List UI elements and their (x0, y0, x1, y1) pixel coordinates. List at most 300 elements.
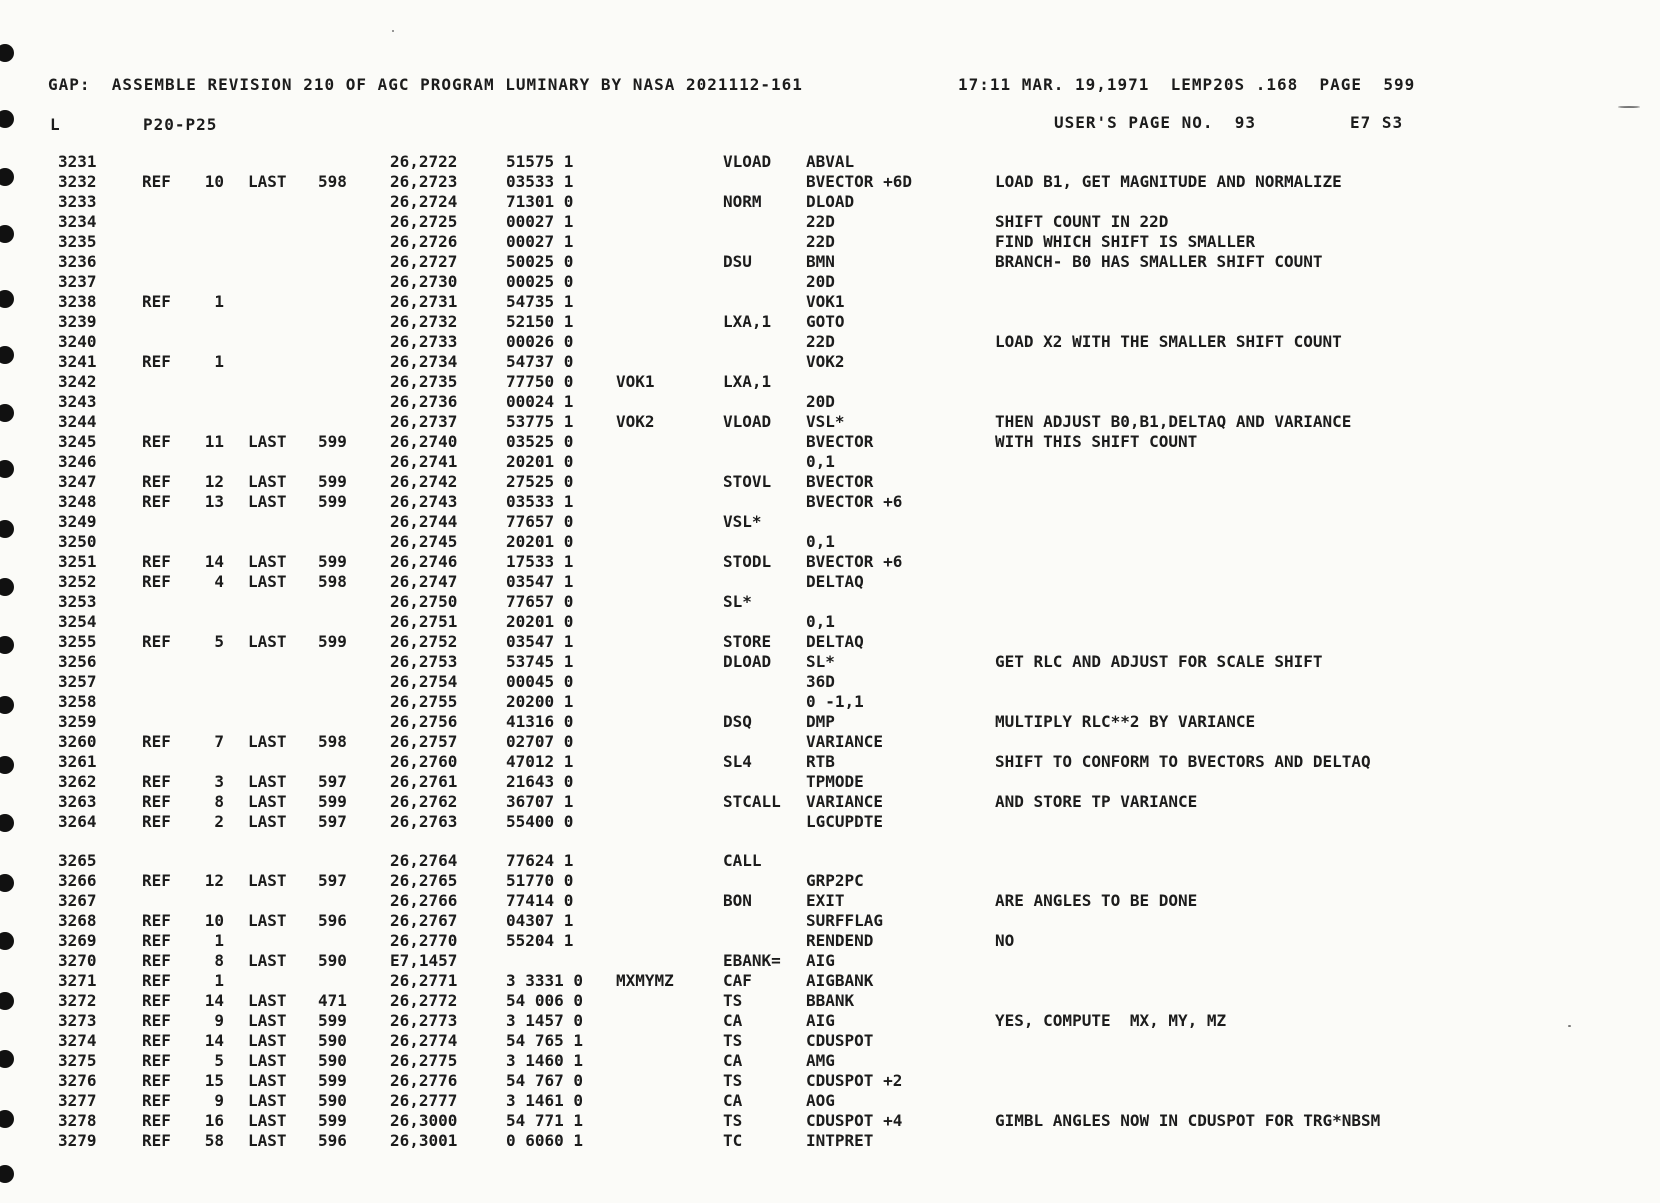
column-mark: L (50, 115, 61, 134)
listing-row (0, 512, 1660, 532)
octal-code: 21643 0 (506, 772, 574, 791)
line-number: 3235 (58, 232, 97, 251)
listing-row (0, 672, 1660, 692)
address: 26,2724 (390, 192, 458, 211)
listing-row (0, 891, 1660, 911)
opcode: LXA,1 (723, 312, 772, 331)
octal-code: 41316 0 (506, 712, 574, 731)
operand: CDUSPOT +4 (806, 1111, 903, 1130)
octal-code: 52150 1 (506, 312, 574, 331)
ref-keyword: REF (142, 352, 171, 371)
address: 26,2726 (390, 232, 458, 251)
last-keyword: LAST (248, 172, 287, 191)
ref-keyword: REF (142, 991, 171, 1010)
address: 26,2761 (390, 772, 458, 791)
operand: AMG (806, 1051, 835, 1070)
line-number: 3260 (58, 732, 97, 751)
octal-code: 71301 0 (506, 192, 574, 211)
ref-count: 58 (204, 1131, 224, 1150)
last-page: 599 (318, 552, 347, 571)
operand: VOK2 (806, 352, 845, 371)
line-number: 3231 (58, 152, 97, 171)
last-keyword: LAST (248, 432, 287, 451)
ref-count: 9 (214, 1011, 224, 1030)
last-keyword: LAST (248, 792, 287, 811)
punch-hole (0, 110, 14, 128)
octal-code: 53775 1 (506, 412, 574, 431)
line-number: 3265 (58, 851, 97, 870)
operand: DMP (806, 712, 835, 731)
comment: NO (995, 931, 1015, 950)
ref-keyword: REF (142, 492, 171, 511)
octal-code: 77750 0 (506, 372, 574, 391)
opcode: CALL (723, 851, 762, 870)
opcode: VSL* (723, 512, 762, 531)
octal-code: 50025 0 (506, 252, 574, 271)
ref-count: 1 (214, 971, 224, 990)
address: 26,2732 (390, 312, 458, 331)
opcode: TS (723, 1031, 743, 1050)
listing-row (0, 172, 1660, 192)
listing-row (0, 332, 1660, 352)
octal-code: 20201 0 (506, 452, 574, 471)
opcode: TS (723, 1111, 743, 1130)
address: 26,2730 (390, 272, 458, 291)
line-number: 3274 (58, 1031, 97, 1050)
opcode: CA (723, 1011, 743, 1030)
listing-row (0, 911, 1660, 931)
operand: 36D (806, 672, 835, 691)
line-number: 3247 (58, 472, 97, 491)
ref-count: 15 (204, 1071, 224, 1090)
ref-keyword: REF (142, 1111, 171, 1130)
last-page: 590 (318, 1031, 347, 1050)
comment: LOAD B1, GET MAGNITUDE AND NORMALIZE (995, 172, 1342, 191)
ref-count: 14 (204, 1031, 224, 1050)
listing-row (0, 392, 1660, 412)
ref-keyword: REF (142, 732, 171, 751)
line-number: 3273 (58, 1011, 97, 1030)
line-number: 3251 (58, 552, 97, 571)
address: 26,2750 (390, 592, 458, 611)
octal-code: 3 3331 0 (506, 971, 584, 990)
operand: INTPRET (806, 1131, 874, 1150)
address: 26,2775 (390, 1051, 458, 1070)
listing-row (0, 652, 1660, 672)
opcode: TS (723, 991, 743, 1010)
listing-row (0, 272, 1660, 292)
operand: BVECTOR +6 (806, 552, 903, 571)
octal-code: 03547 1 (506, 572, 574, 591)
ref-count: 4 (214, 572, 224, 591)
ref-keyword: REF (142, 1071, 171, 1090)
opcode: CA (723, 1091, 743, 1110)
ref-count: 1 (214, 352, 224, 371)
octal-code: 54737 0 (506, 352, 574, 371)
opcode: BON (723, 891, 752, 910)
ref-count: 2 (214, 812, 224, 831)
address: 26,2770 (390, 931, 458, 950)
ref-keyword: REF (142, 1031, 171, 1050)
address: 26,2752 (390, 632, 458, 651)
line-number: 3261 (58, 752, 97, 771)
address: 26,2772 (390, 991, 458, 1010)
octal-code: 20201 0 (506, 532, 574, 551)
ref-keyword: REF (142, 292, 171, 311)
line-number: 3259 (58, 712, 97, 731)
address: 26,2735 (390, 372, 458, 391)
octal-code: 20201 0 (506, 612, 574, 631)
operand: BBANK (806, 991, 855, 1010)
punch-hole (0, 44, 14, 62)
octal-code: 51770 0 (506, 871, 574, 890)
line-number: 3264 (58, 812, 97, 831)
listing-row (0, 492, 1660, 512)
label: MXMYMZ (616, 971, 674, 990)
section-name: P20-P25 (143, 115, 218, 134)
ref-count: 10 (204, 911, 224, 930)
ref-keyword: REF (142, 1051, 171, 1070)
line-number: 3277 (58, 1091, 97, 1110)
ref-keyword: REF (142, 172, 171, 191)
ref-keyword: REF (142, 432, 171, 451)
last-keyword: LAST (248, 812, 287, 831)
comment: LOAD X2 WITH THE SMALLER SHIFT COUNT (995, 332, 1342, 351)
opcode: CAF (723, 971, 752, 990)
opcode: DSQ (723, 712, 752, 731)
listing-row (0, 212, 1660, 232)
listing-row (0, 991, 1660, 1011)
listing-row (0, 552, 1660, 572)
address: 26,2760 (390, 752, 458, 771)
listing-row (0, 712, 1660, 732)
operand: RTB (806, 752, 835, 771)
ref-count: 14 (204, 991, 224, 1010)
line-number: 3258 (58, 692, 97, 711)
label: VOK2 (616, 412, 655, 431)
listing-row (0, 931, 1660, 951)
line-number: 3269 (58, 931, 97, 950)
last-keyword: LAST (248, 632, 287, 651)
opcode: TC (723, 1131, 743, 1150)
octal-code: 54 771 1 (506, 1111, 584, 1130)
octal-code: 02707 0 (506, 732, 574, 751)
last-page: 598 (318, 172, 347, 191)
last-page: 590 (318, 951, 347, 970)
octal-code: 77414 0 (506, 891, 574, 910)
octal-code: 3 1457 0 (506, 1011, 584, 1030)
operand: VARIANCE (806, 732, 884, 751)
address: 26,2745 (390, 532, 458, 551)
ref-count: 7 (214, 732, 224, 751)
ref-keyword: REF (142, 971, 171, 990)
line-number: 3252 (58, 572, 97, 591)
octal-code: 54 767 0 (506, 1071, 584, 1090)
line-number: 3256 (58, 652, 97, 671)
line-number: 3279 (58, 1131, 97, 1150)
ref-count: 12 (204, 472, 224, 491)
comment: SHIFT COUNT IN 22D (995, 212, 1169, 231)
ref-keyword: REF (142, 552, 171, 571)
opcode: SL* (723, 592, 752, 611)
last-keyword: LAST (248, 1071, 287, 1090)
last-keyword: LAST (248, 552, 287, 571)
last-page: 596 (318, 1131, 347, 1150)
line-number: 3255 (58, 632, 97, 651)
last-page: 599 (318, 1111, 347, 1130)
last-page: 599 (318, 432, 347, 451)
listing-row (0, 951, 1660, 971)
ref-count: 5 (214, 632, 224, 651)
address: 26,2741 (390, 452, 458, 471)
line-number: 3257 (58, 672, 97, 691)
octal-code: 0 6060 1 (506, 1131, 584, 1150)
listing-timestamp: 17:11 MAR. 19,1971 LEMP20S .168 PAGE 599 (958, 75, 1416, 94)
address: 26,2755 (390, 692, 458, 711)
listing-row (0, 352, 1660, 372)
listing-row (0, 252, 1660, 272)
comment: YES, COMPUTE MX, MY, MZ (995, 1011, 1227, 1030)
line-number: 3241 (58, 352, 97, 371)
address: 26,2723 (390, 172, 458, 191)
line-number: 3243 (58, 392, 97, 411)
last-keyword: LAST (248, 871, 287, 890)
octal-code: 77657 0 (506, 512, 574, 531)
address: 26,2767 (390, 911, 458, 930)
address: 26,2773 (390, 1011, 458, 1030)
listing-row (0, 1131, 1660, 1151)
line-number: 3240 (58, 332, 97, 351)
last-keyword: LAST (248, 991, 287, 1010)
operand: SURFFLAG (806, 911, 884, 930)
octal-code: 04307 1 (506, 911, 574, 930)
operand: AIG (806, 951, 835, 970)
octal-code: 51575 1 (506, 152, 574, 171)
address: 26,2731 (390, 292, 458, 311)
line-number: 3236 (58, 252, 97, 271)
address: 26,2774 (390, 1031, 458, 1050)
line-number: 3253 (58, 592, 97, 611)
line-number: 3271 (58, 971, 97, 990)
last-keyword: LAST (248, 492, 287, 511)
octal-code: 03525 0 (506, 432, 574, 451)
line-number: 3268 (58, 911, 97, 930)
address: 26,2740 (390, 432, 458, 451)
line-number: 3249 (58, 512, 97, 531)
listing-row (0, 152, 1660, 172)
opcode: VLOAD (723, 412, 772, 431)
line-number: 3239 (58, 312, 97, 331)
octal-code: 00025 0 (506, 272, 574, 291)
listing-row (0, 732, 1660, 752)
address: 26,2736 (390, 392, 458, 411)
comment: MULTIPLY RLC**2 BY VARIANCE (995, 712, 1256, 731)
octal-code: 36707 1 (506, 792, 574, 811)
ref-keyword: REF (142, 911, 171, 930)
ref-keyword: REF (142, 792, 171, 811)
comment: THEN ADJUST B0,B1,DELTAQ AND VARIANCE (995, 412, 1352, 431)
ref-keyword: REF (142, 1011, 171, 1030)
opcode: TS (723, 1071, 743, 1090)
octal-code: 3 1460 1 (506, 1051, 584, 1070)
listing-row (0, 192, 1660, 212)
last-keyword: LAST (248, 1111, 287, 1130)
ref-keyword: REF (142, 572, 171, 591)
last-page: 597 (318, 812, 347, 831)
last-keyword: LAST (248, 472, 287, 491)
line-number: 3272 (58, 991, 97, 1010)
label: VOK1 (616, 372, 655, 391)
last-page: 471 (318, 991, 347, 1010)
octal-code: 54 006 0 (506, 991, 584, 1010)
address: 26,2746 (390, 552, 458, 571)
line-number: 3238 (58, 292, 97, 311)
operand: VARIANCE (806, 792, 884, 811)
last-page: 597 (318, 871, 347, 890)
line-number: 3266 (58, 871, 97, 890)
octal-code: 00027 1 (506, 232, 574, 251)
last-page: 599 (318, 632, 347, 651)
octal-code: 03533 1 (506, 172, 574, 191)
line-number: 3234 (58, 212, 97, 231)
ref-keyword: REF (142, 871, 171, 890)
last-keyword: LAST (248, 1031, 287, 1050)
operand: BVECTOR +6 (806, 492, 903, 511)
last-page: 598 (318, 732, 347, 751)
octal-code: 3 1461 0 (506, 1091, 584, 1110)
opcode: STOVL (723, 472, 772, 491)
address: 26,3000 (390, 1111, 458, 1130)
bank-designator: E7 S3 (1350, 113, 1404, 132)
operand: 0 -1,1 (806, 692, 864, 711)
opcode: NORM (723, 192, 762, 211)
address: 26,2766 (390, 891, 458, 910)
operand: CDUSPOT +2 (806, 1071, 903, 1090)
octal-code: 77624 1 (506, 851, 574, 870)
line-number: 3246 (58, 452, 97, 471)
line-number: 3254 (58, 612, 97, 631)
octal-code: 00027 1 (506, 212, 574, 231)
operand: AOG (806, 1091, 835, 1110)
listing-row (0, 292, 1660, 312)
opcode: DLOAD (723, 652, 772, 671)
operand: DLOAD (806, 192, 855, 211)
octal-code: 55204 1 (506, 931, 574, 950)
line-number: 3242 (58, 372, 97, 391)
listing-row (0, 572, 1660, 592)
ref-count: 14 (204, 552, 224, 571)
address: 26,2756 (390, 712, 458, 731)
address: 26,2737 (390, 412, 458, 431)
octal-code: 00024 1 (506, 392, 574, 411)
operand: 20D (806, 272, 835, 291)
address: 26,2744 (390, 512, 458, 531)
line-number: 3232 (58, 172, 97, 191)
operand: BVECTOR (806, 472, 874, 491)
ref-count: 5 (214, 1051, 224, 1070)
listing-row (0, 592, 1660, 612)
operand: 22D (806, 212, 835, 231)
address: 26,2754 (390, 672, 458, 691)
comment: WITH THIS SHIFT COUNT (995, 432, 1198, 451)
line-number: 3248 (58, 492, 97, 511)
operand: VOK1 (806, 292, 845, 311)
octal-code: 17533 1 (506, 552, 574, 571)
line-number: 3278 (58, 1111, 97, 1130)
address: 26,2734 (390, 352, 458, 371)
address: 26,2763 (390, 812, 458, 831)
listing-row (0, 472, 1660, 492)
ref-count: 12 (204, 871, 224, 890)
ref-count: 8 (214, 951, 224, 970)
listing-row (0, 312, 1660, 332)
last-page: 599 (318, 1011, 347, 1030)
print-speck (1618, 106, 1640, 108)
operand: RENDEND (806, 931, 874, 950)
listing-row (0, 692, 1660, 712)
line-number: 3250 (58, 532, 97, 551)
operand: SL* (806, 652, 835, 671)
last-page: 599 (318, 1071, 347, 1090)
address: 26,2765 (390, 871, 458, 890)
operand: TPMODE (806, 772, 864, 791)
last-keyword: LAST (248, 772, 287, 791)
operand: 22D (806, 232, 835, 251)
operand: ABVAL (806, 152, 855, 171)
ref-keyword: REF (142, 1131, 171, 1150)
last-keyword: LAST (248, 911, 287, 930)
operand: AIGBANK (806, 971, 874, 990)
ref-keyword: REF (142, 812, 171, 831)
print-speck (392, 30, 394, 32)
ref-count: 9 (214, 1091, 224, 1110)
comment: BRANCH- B0 HAS SMALLER SHIFT COUNT (995, 252, 1323, 271)
address: 26,2742 (390, 472, 458, 491)
comment: GIMBL ANGLES NOW IN CDUSPOT FOR TRG*NBSM (995, 1111, 1381, 1130)
listing-row (0, 452, 1660, 472)
opcode: STCALL (723, 792, 781, 811)
address: 26,2762 (390, 792, 458, 811)
operand: VSL* (806, 412, 845, 431)
ref-count: 13 (204, 492, 224, 511)
address: 26,2751 (390, 612, 458, 631)
octal-code: 55400 0 (506, 812, 574, 831)
opcode: STODL (723, 552, 772, 571)
octal-code: 54735 1 (506, 292, 574, 311)
address: 26,2757 (390, 732, 458, 751)
ref-keyword: REF (142, 472, 171, 491)
ref-keyword: REF (142, 772, 171, 791)
octal-code: 27525 0 (506, 472, 574, 491)
opcode: EBANK= (723, 951, 781, 970)
listing-row (0, 851, 1660, 871)
operand: DELTAQ (806, 632, 864, 651)
octal-code: 20200 1 (506, 692, 574, 711)
ref-count: 16 (204, 1111, 224, 1130)
octal-code: 00026 0 (506, 332, 574, 351)
comment: ARE ANGLES TO BE DONE (995, 891, 1198, 910)
line-number: 3275 (58, 1051, 97, 1070)
ref-count: 1 (214, 931, 224, 950)
address: 26,2777 (390, 1091, 458, 1110)
last-keyword: LAST (248, 1131, 287, 1150)
listing-row (0, 812, 1660, 832)
octal-code: 03533 1 (506, 492, 574, 511)
operand: BVECTOR (806, 432, 874, 451)
operand: GOTO (806, 312, 845, 331)
address: 26,2764 (390, 851, 458, 870)
last-keyword: LAST (248, 1011, 287, 1030)
